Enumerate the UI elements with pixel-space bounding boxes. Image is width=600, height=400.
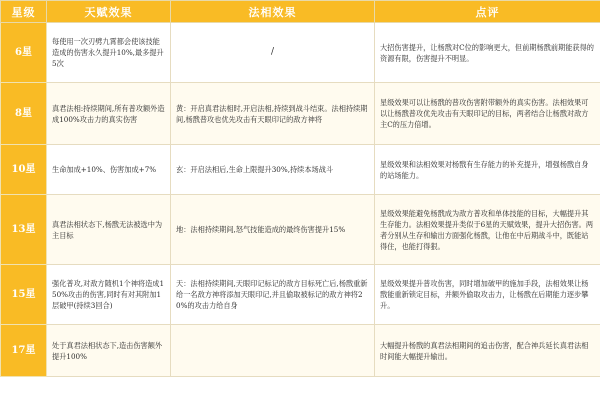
talent-effect: 真君法相:持续期间,所有普攻额外造成100%攻击力的真实伤害 [47,83,171,145]
star-level: 15星 [1,265,47,325]
faxiang-effect: 天：法相持续期间,天眼印记标记的敌方目标死亡后,杨戬重新给一名敌方神将添加天眼印记,并且偷取被标记的敌方神将20%的攻击力给自身 [171,265,375,325]
talent-effect: 处于真君法相状态下,造击伤害额外提升100% [47,325,171,377]
faxiang-effect: 黄：开启真君法相时,开启法相,持续到战斗结束。法相持续期间,杨戬普攻也优先攻击有天眼印记的敌方神将 [171,83,375,145]
comment: 星级效果可以让杨戬的普攻伤害附带额外的真实伤害。法相效果可以让杨戬普攻优先攻击有天眼印记的目标，两者结合让杨戬对敌方主C的压力倍增。 [375,83,600,145]
comment: 星级效果能避免杨戬成为敌方普攻和单体技能的目标，大幅提升其生存能力。法相效果提升类似于6星的天赋效果，提升大招伤害。两者分别从生存和输出方面强化杨戬，让他在中后期战斗中，既能站得住，也能打得狠。 [375,195,600,265]
table-row [1,195,600,265]
talent-effect: 强化普攻,对敌方随机1个神将造成150%攻击的伤害,同时有对其附加1层破甲(持续3回合) [47,265,171,325]
star-level: 10星 [1,145,47,195]
table-row [1,23,600,83]
comment: 大招伤害提升，让杨戬对C位的影响更大，但前期杨戬前期能获得的资源有限，伤害提升不明显。 [375,23,600,83]
table-row [1,325,600,377]
header-faxiang: 法相效果 [171,1,375,23]
faxiang-effect: 玄：开启法相后,生命上限提升30%,持续本场战斗 [171,145,375,195]
faxiang-effect: / [171,23,375,83]
comment: 星级效果和法相效果对杨戬有生存能力的补充提升，增强杨戬自身的站场能力。 [375,145,600,195]
talent-effect: 每使用一次刃劈九霄都会使该技能造成的伤害永久提升10%,最多提升5次 [47,23,171,83]
header-talent: 天赋效果 [47,1,171,23]
table-row [1,83,600,145]
header-star: 星级 [1,1,47,23]
faxiang-effect: 地：法相持续期间,怒气技能造成的最终伤害提升15% [171,195,375,265]
star-level: 13星 [1,195,47,265]
faxiang-effect [171,325,375,377]
table-row [1,145,600,195]
comment: 星级效果提升普攻伤害，同时增加破甲的施加手段，法相效果让杨戬能重新锁定目标，并额外偷取攻击力，让杨戬在后期能力逐步攀升。 [375,265,600,325]
header-row [1,1,600,23]
comment: 大幅提升杨戬的真君法相期间的追击伤害，配合神兵延长真君法相时间能大幅提升输出。 [375,325,600,377]
star-level: 17星 [1,325,47,377]
talent-effect: 真君法相状态下,杨戬无法被选中为主目标 [47,195,171,265]
talent-effect: 生命加成+10%、伤害加成+7% [47,145,171,195]
star-level: 6星 [1,23,47,83]
star-level: 8星 [1,83,47,145]
table-row [1,265,600,325]
header-comment: 点评 [375,1,600,23]
